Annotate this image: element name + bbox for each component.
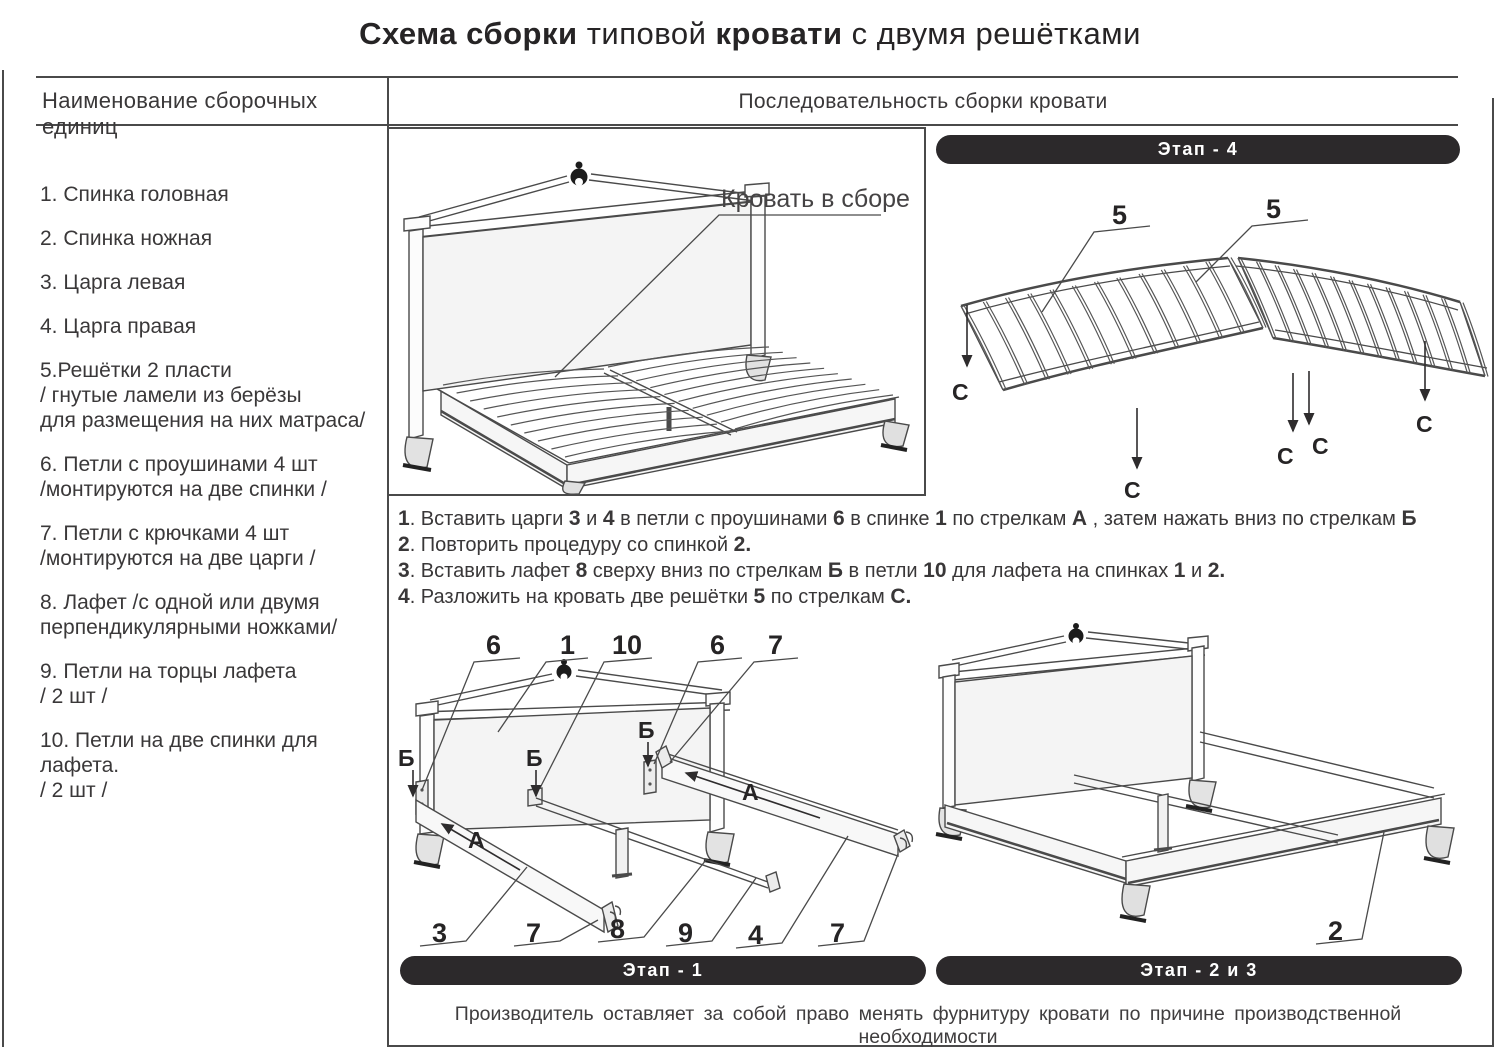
callout-9: 9 bbox=[678, 918, 694, 948]
lattice-left-drawing bbox=[961, 258, 1266, 391]
arrow-label-b: Б bbox=[398, 745, 415, 771]
arrow-label-a: А bbox=[742, 779, 759, 805]
callout-7: 7 bbox=[830, 918, 846, 948]
direction-arrows-c bbox=[967, 305, 1425, 468]
callout-1: 1 bbox=[560, 630, 576, 660]
callout-8: 8 bbox=[610, 914, 626, 944]
arrow-label-c: С bbox=[1277, 443, 1294, 469]
stage4-banner: Этап - 4 bbox=[936, 135, 1460, 164]
arrow-label-b: Б bbox=[526, 745, 543, 771]
parts-list bbox=[40, 182, 385, 822]
headboard-drawing bbox=[936, 623, 1216, 839]
instruction-step: 3. Вставить лафет 8 сверху вниз по стрелкам Б в петли 10 для лафета на спинках 1 и 2. bbox=[398, 559, 1226, 582]
stage1-diagram bbox=[390, 620, 928, 954]
parts-list-item: 4. Царга правая bbox=[40, 315, 197, 338]
stage1-banner: Этап - 1 bbox=[400, 956, 926, 985]
parts-list-item: 9. Петли на торцы лафета / 2 шт / bbox=[40, 660, 297, 708]
arrow-label-c: С bbox=[1416, 411, 1433, 437]
parts-list-item: 10. Петли на две спинки для лафета. / 2 шт / bbox=[40, 729, 318, 802]
callout-6: 6 bbox=[486, 630, 502, 660]
parts-list-item: 1. Спинка головная bbox=[40, 183, 229, 206]
left-column-header: Наименование сборочных единиц bbox=[42, 88, 318, 139]
callout-5: 5 bbox=[1266, 194, 1282, 224]
callout-10: 10 bbox=[612, 630, 643, 660]
assembled-bed-drawing bbox=[389, 129, 924, 494]
arrow-label-c: С bbox=[952, 379, 969, 405]
callout-4: 4 bbox=[748, 920, 764, 950]
parts-list-item: 8. Лафет /с одной или двумя перпендикулярными ножками/ bbox=[40, 591, 338, 639]
callout-6: 6 bbox=[710, 630, 726, 660]
stage23-diagram bbox=[936, 620, 1462, 954]
parts-list-item: 5.Решётки 2 пласти / гнутые ламели из берёзы для размещения на них матраса/ bbox=[40, 359, 366, 432]
instruction-step: 4. Разложить на кровать две решётки 5 по стрелкам С. bbox=[398, 585, 912, 608]
instruction-step: 2. Повторить процедуру со спинкой 2. bbox=[398, 533, 752, 556]
parts-list-item: 6. Петли с проушинами 4 шт /монтируются на две спинки / bbox=[40, 453, 327, 501]
callout-3: 3 bbox=[432, 918, 448, 948]
leader-lines bbox=[1316, 832, 1384, 944]
assembly-instructions bbox=[398, 506, 1473, 610]
footer-note: Производитель оставляет за собой право менять фурнитуру кровати по причине производственной необходимости bbox=[454, 1003, 1402, 1048]
page-title: Схема сборки типовой кровати с двумя решётками bbox=[359, 16, 1141, 51]
arrow-label-a: А bbox=[468, 827, 485, 853]
stage4-diagram bbox=[936, 168, 1496, 503]
left-border bbox=[2, 70, 4, 1047]
top-rule bbox=[36, 76, 1458, 78]
parts-list-item: 7. Петли с крючками 4 шт /монтируются на две царги / bbox=[40, 522, 316, 570]
parts-list-item: 2. Спинка ножная bbox=[40, 227, 213, 250]
stage23-banner: Этап - 2 и 3 bbox=[936, 956, 1462, 985]
right-column-header: Последовательность сборки кровати bbox=[738, 90, 1108, 113]
assembled-bed-callout: Кровать в сборе bbox=[721, 185, 910, 213]
arrow-label-c: С bbox=[1124, 477, 1141, 503]
callout-5: 5 bbox=[1112, 200, 1128, 230]
lattice-right-drawing bbox=[1236, 258, 1488, 377]
callout-7: 7 bbox=[768, 630, 784, 660]
bed-frame-drawing bbox=[437, 370, 909, 494]
arrow-label-c: С bbox=[1312, 433, 1329, 459]
instruction-step: 1. Вставить царги 3 и 4 в петли с проушинами 6 в спинке 1 по стрелкам А , затем нажать вниз по стрелкам Б bbox=[398, 507, 1417, 530]
arrow-label-b: Б bbox=[638, 717, 655, 743]
callout-7: 7 bbox=[526, 918, 542, 948]
parts-list-item: 3. Царга левая bbox=[40, 271, 186, 294]
callout-2: 2 bbox=[1328, 916, 1344, 946]
assembled-bed-panel bbox=[387, 127, 926, 496]
